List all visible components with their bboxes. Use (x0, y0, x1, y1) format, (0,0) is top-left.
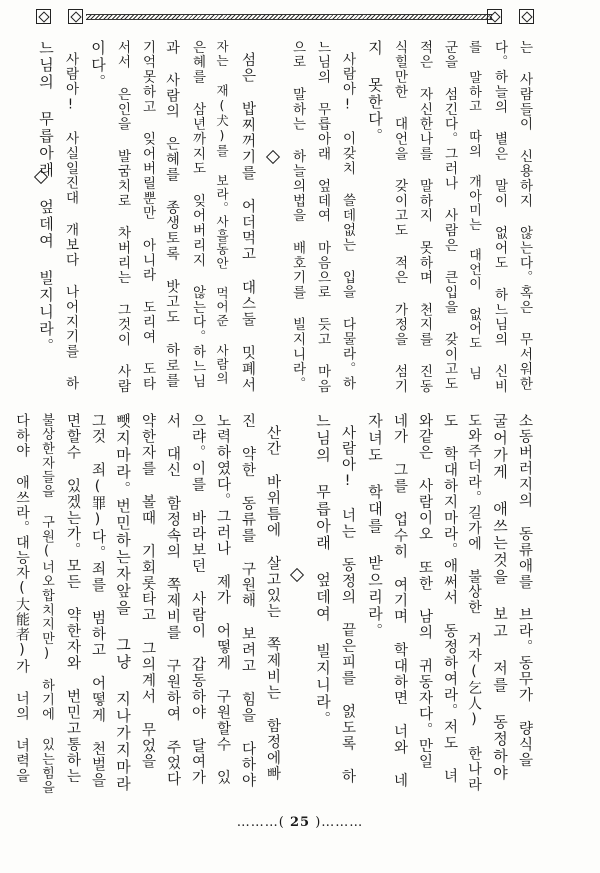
text-column: 으랴。이를 바라보던 사람이 갑동하야 달여가 (189, 413, 206, 786)
text-column: 그것 죄(罪)다。죄를 범하고 어떻게 천벌을 (89, 413, 106, 789)
footer-leader-left: ………( (236, 815, 285, 830)
text-column: 기억못하고 잊어버릴뿐만 아니라 도리여 도타 (139, 40, 156, 392)
text-column: 산간 바위틈에 살고있는 쪽제비는 함정에빠 (264, 425, 281, 782)
text-column: 굴어가게 애쓰는것을 보고 저를 동정하야 (491, 413, 509, 782)
text-column: 네가 그를 업수히 여기며 학대하면 너와 네 (391, 413, 408, 789)
text-column: 도 학대하지마라。애써서 동정하여라。저도 녀 (441, 413, 458, 785)
corner-ornament-left-icon (36, 9, 51, 24)
text-column: 다。하늘의 별은 말이 없어도 하느님의 신비 (491, 40, 508, 395)
text-column: 과 사람의 은혜를 종생토록 밧고도 하로를 (164, 40, 180, 389)
text-column: 와같은 사람이오 또한 남의 귀동자다。만일 (416, 413, 433, 770)
text-column: 소동버러지의 동류애를 브라。동무가 량식을 (516, 413, 533, 769)
text-column: 느님의 무릅아래 엎데여 빌지니라。 (314, 413, 332, 728)
text-column: 지 못한다。 (366, 40, 384, 145)
text-column: 으로 말하는 하늘의법을 배호기를 빌지니라。 (289, 40, 306, 392)
text-column: 사람아! 사실일진대 개보다 나어지기를 하 (62, 52, 79, 392)
text-column: 는 사람들이 신용하지 않는다。혹은 무서워한 (516, 40, 533, 392)
text-column: 적은 자신한나를 말하지 못하며 천지를 진동 (416, 40, 433, 395)
text-column: 이다。 (89, 40, 107, 91)
text-column: 자녀도 학대를 받으리라。 (366, 413, 384, 640)
footer-leader-right: )……… (315, 815, 364, 830)
text-column: 은혜를 삼년까지도 잊어버리지 않는다。하느님 (189, 40, 206, 390)
text-column: 느님의 무릅아래 엎데여 빌지니라。 (37, 40, 55, 355)
text-column: 도와주더라。길가에 불상한 거자(乞人) 한나라 (466, 413, 482, 793)
section-diamond-icon (290, 568, 304, 582)
text-column: 자는 재(犬)를 보라。사흘동안 먹어준 사람의 (214, 40, 230, 385)
text-column: 서 대신 함정속의 쪽제비를 구원하여 주었다 (164, 413, 181, 788)
text-column: 섬은 밥찌꺼기를 어더먹고 대스둘 밋폐서 (239, 52, 256, 393)
text-column: 서서 은인을 발굼치로 차버리는 그것이 사람 (114, 40, 131, 395)
text-column: 면할수 있겠는가。모든 약한자와 번민고통하는 (64, 413, 81, 785)
corner-ornament-inner-left-icon (68, 9, 83, 24)
corner-ornament-inner-right-icon (487, 9, 502, 24)
text-column: 군을 섬긴다。그러나 사람은 큰입을 갖이고도 (441, 40, 458, 392)
text-column: 노력하였다。그러나 제가 어떻게 구원할수 있 (214, 413, 231, 786)
decorative-rule (86, 14, 492, 20)
text-column: 진 약한 동류를 구원해 보려고 힘을 다하야 (239, 413, 256, 789)
text-column: 식힐만한 대언을 갖이고도 적은 가정을 섬기 (391, 40, 408, 395)
text-column: 불상한자들을 구원(너오합치지만) 하기에 있는힘을 (39, 413, 54, 795)
corner-ornament-right-icon (519, 9, 534, 24)
text-column: 를 말하고 따의 개아미는 대언이 없어도 님 (466, 40, 481, 381)
text-column: 약한자를 볼때 기회롯타고 그의계서 무었을 (139, 413, 156, 770)
text-column: 뺏지마라。번민하는자앞을 그냥 지나가지마라 (114, 413, 132, 793)
text-column: 사람아! 너는 동정의 끝은피를 엀도록 하 (339, 425, 356, 785)
page-footer (0, 815, 600, 830)
text-column: 사람아! 이갖치 쓸데없는 입을 다물라。하 (339, 52, 356, 392)
text-column: 느님의 무릅아래 엎데여 마음으로 듯고 마음 (314, 40, 331, 395)
section-diamond-icon (266, 150, 280, 164)
text-column: 다하야 애쓰라。대능자(大能者)가 너의 녀력을 (14, 413, 30, 783)
page-number: 25 (289, 815, 311, 830)
